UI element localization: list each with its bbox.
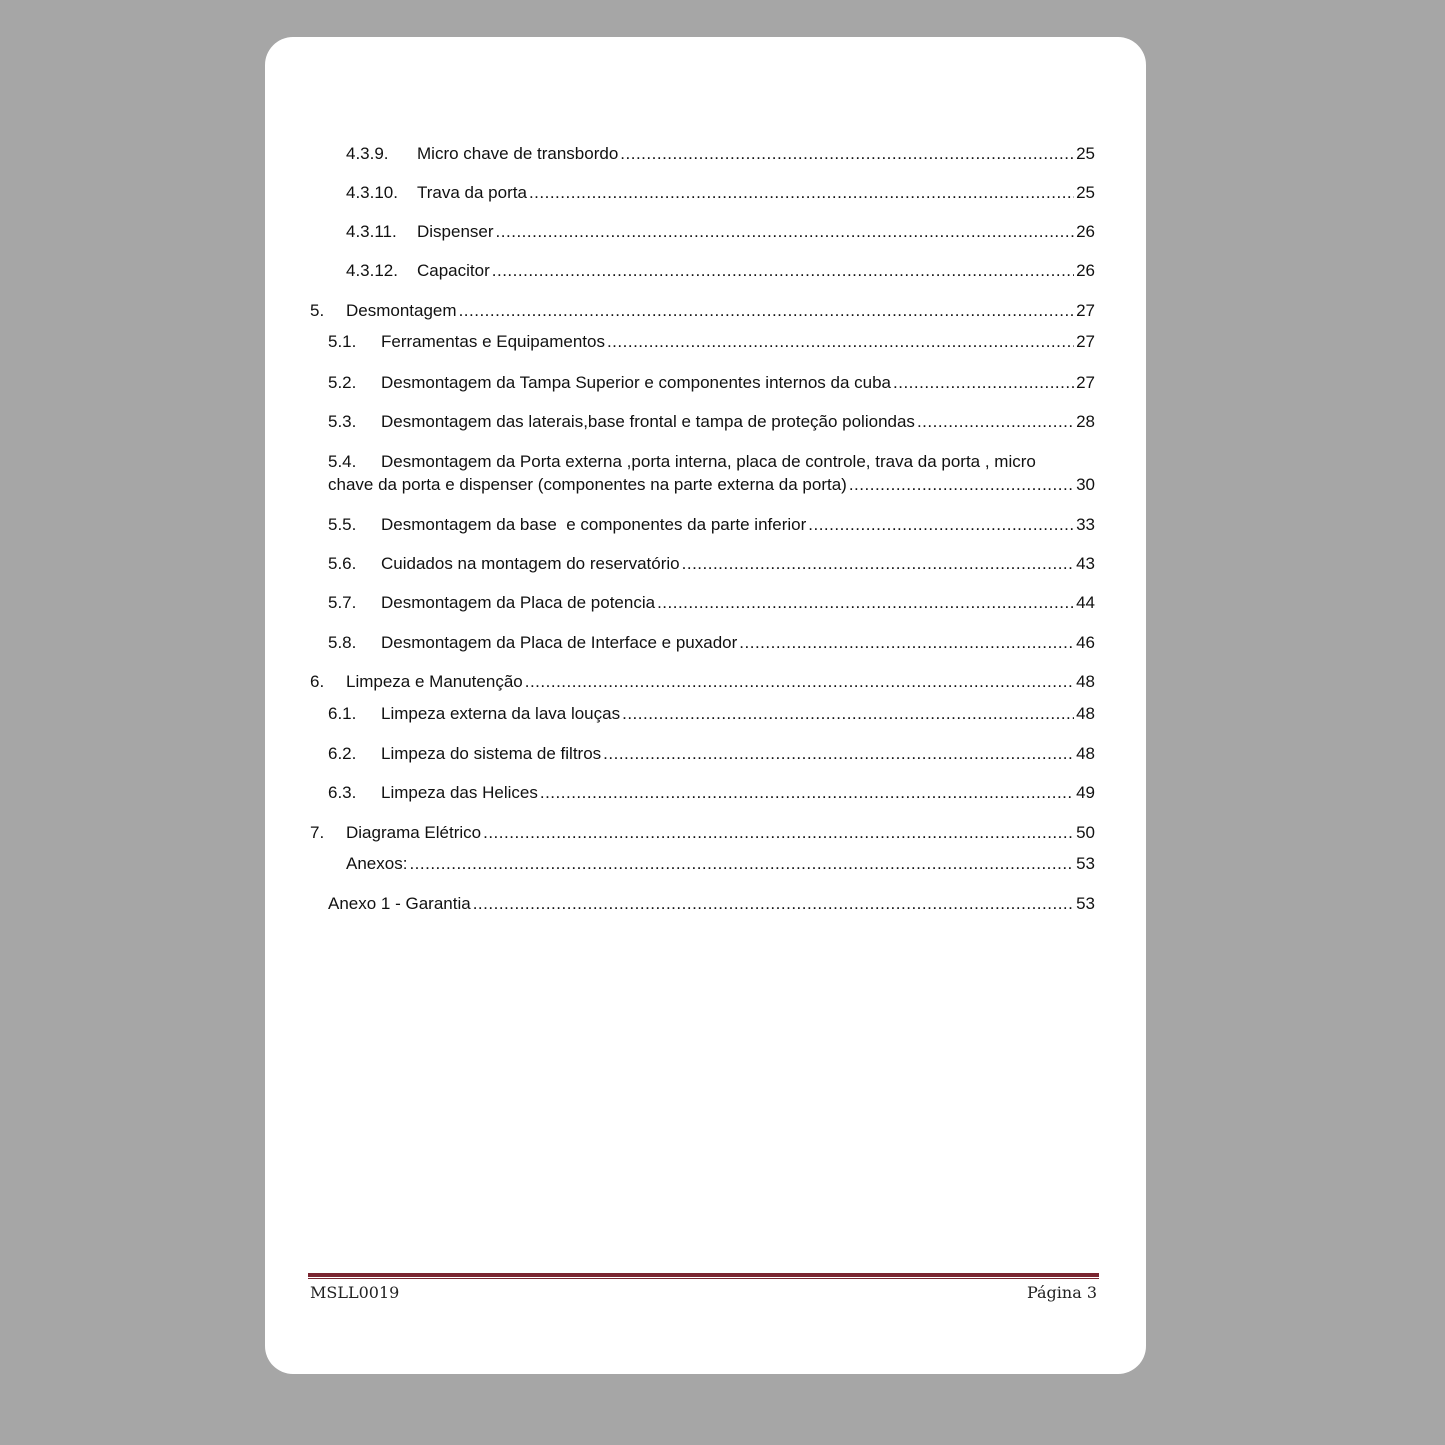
toc-title: Anexo 1 - Garantia — [328, 894, 471, 913]
toc-leader — [893, 371, 1074, 394]
footer-divider — [308, 1273, 1099, 1279]
toc-title: Dispenser — [417, 222, 494, 241]
toc-leader — [473, 892, 1074, 915]
toc-leader — [808, 513, 1074, 536]
toc-page: 50 — [1076, 823, 1095, 842]
toc-leader — [496, 220, 1075, 243]
toc-title: Desmontagem — [346, 301, 457, 320]
toc-entry-5-2[interactable] — [328, 371, 1095, 394]
toc-entry-4-3-12[interactable] — [346, 259, 1095, 282]
toc-title: Desmontagem da Placa de Interface e puxador — [381, 633, 738, 652]
toc-entry-6-1[interactable] — [328, 702, 1095, 725]
toc-page: 26 — [1076, 222, 1095, 241]
toc-leader — [657, 591, 1074, 614]
footer-divider-thick — [308, 1273, 1099, 1277]
toc-title-line2: chave da porta e dispenser (componentes na parte externa da porta) — [328, 475, 847, 494]
toc-page: 46 — [1076, 633, 1095, 652]
toc-number: 5.2. — [328, 373, 357, 392]
toc-title: Limpeza do sistema de filtros — [381, 744, 602, 763]
toc-number: 6.2. — [328, 744, 357, 763]
toc-title: Anexos: — [346, 854, 408, 873]
toc-number: 6. — [310, 672, 325, 691]
toc-number: 6.1. — [328, 704, 357, 723]
toc-title: Desmontagem das laterais,base frontal e tampa de proteção poliondas — [381, 412, 915, 431]
toc-title-line1: Desmontagem da Porta externa ,porta interna, placa de controle, trava da porta , micro — [381, 452, 1036, 471]
toc-title: Trava da porta — [417, 183, 527, 202]
toc-page: 30 — [1076, 475, 1095, 494]
toc-entry-7[interactable] — [310, 821, 1095, 844]
toc-title: Capacitor — [417, 261, 490, 280]
toc-entry-5[interactable] — [310, 299, 1095, 322]
toc-entry-5-5[interactable] — [328, 513, 1095, 536]
toc-entry-5-1[interactable] — [328, 330, 1095, 353]
toc-entry-5-8[interactable] — [328, 631, 1095, 654]
toc-page: 48 — [1076, 744, 1095, 763]
document-code: MSLL0019 — [310, 1283, 400, 1302]
toc-entry-4-3-11[interactable] — [346, 220, 1095, 243]
toc-number: 5.1. — [328, 332, 357, 351]
toc-page: 49 — [1076, 783, 1095, 802]
toc-title: Limpeza das Helices — [381, 783, 538, 802]
toc-leader — [739, 631, 1074, 654]
toc-page: 28 — [1076, 412, 1095, 431]
toc-leader — [525, 670, 1074, 693]
toc-number: 6.3. — [328, 783, 357, 802]
toc-number: 5.6. — [328, 554, 357, 573]
toc-entry-5-4[interactable] — [328, 450, 1095, 496]
toc-entry-6-3[interactable] — [328, 781, 1095, 804]
toc-title: Ferramentas e Equipamentos — [381, 332, 605, 351]
toc-leader — [459, 299, 1075, 322]
toc-leader — [529, 181, 1074, 204]
toc-leader — [492, 259, 1074, 282]
toc-entry-5-3[interactable] — [328, 410, 1095, 433]
toc-title: Desmontagem da Placa de potencia — [381, 593, 656, 612]
toc-leader — [620, 142, 1074, 165]
toc-entry-4-3-10[interactable] — [346, 181, 1095, 204]
toc-number: 5.7. — [328, 593, 357, 612]
toc-number: 5. — [310, 301, 325, 320]
toc-entry-4-3-9[interactable] — [346, 142, 1095, 165]
toc-entry-5-7[interactable] — [328, 591, 1095, 614]
toc-page: 44 — [1076, 593, 1095, 612]
toc-number: 5.4. — [328, 452, 357, 471]
toc-leader — [603, 742, 1074, 765]
toc-number: 5.3. — [328, 412, 357, 431]
toc-page: 27 — [1076, 301, 1095, 320]
toc-page: 48 — [1076, 672, 1095, 691]
table-of-contents — [265, 37, 1146, 1374]
toc-title: Cuidados na montagem do reservatório — [381, 554, 680, 573]
toc-leader — [483, 821, 1074, 844]
toc-number: 7. — [310, 823, 325, 842]
toc-title: Micro chave de transbordo — [417, 144, 619, 163]
toc-leader — [622, 702, 1074, 725]
toc-number: 4.3.12. — [346, 261, 398, 280]
toc-title: Limpeza e Manutenção — [346, 672, 523, 691]
toc-page: 25 — [1076, 183, 1095, 202]
toc-leader — [682, 552, 1074, 575]
toc-page: 48 — [1076, 704, 1095, 723]
toc-title: Desmontagem da base e componentes da parte inferior — [381, 515, 807, 534]
toc-entry-6[interactable] — [310, 670, 1095, 693]
toc-page: 53 — [1076, 894, 1095, 913]
document-page — [265, 37, 1146, 1374]
page-number: Página 3 — [1026, 1283, 1097, 1302]
toc-title: Diagrama Elétrico — [346, 823, 482, 842]
toc-number: 4.3.11. — [346, 222, 397, 241]
toc-number: 4.3.9. — [346, 144, 389, 163]
toc-page: 27 — [1076, 332, 1095, 351]
toc-entry-6-2[interactable] — [328, 742, 1095, 765]
toc-leader — [849, 473, 1074, 496]
toc-number: 5.5. — [328, 515, 357, 534]
toc-title: Limpeza externa da lava louças — [381, 704, 621, 723]
toc-leader — [917, 410, 1074, 433]
toc-leader — [409, 852, 1074, 875]
toc-page: 53 — [1076, 854, 1095, 873]
toc-entry-5-6[interactable] — [328, 552, 1095, 575]
footer-divider-thin — [308, 1278, 1099, 1279]
toc-page: 43 — [1076, 554, 1095, 573]
toc-page: 27 — [1076, 373, 1095, 392]
toc-entry-anexos[interactable] — [346, 852, 1095, 875]
toc-title: Desmontagem da Tampa Superior e componentes internos da cuba — [381, 373, 891, 392]
toc-page: 26 — [1076, 261, 1095, 280]
toc-number: 5.8. — [328, 633, 357, 652]
toc-page: 25 — [1076, 144, 1095, 163]
toc-leader — [607, 330, 1074, 353]
toc-entry-anexo-1[interactable] — [328, 892, 1095, 915]
toc-page: 33 — [1076, 515, 1095, 534]
toc-leader — [540, 781, 1074, 804]
toc-number: 4.3.10. — [346, 183, 398, 202]
